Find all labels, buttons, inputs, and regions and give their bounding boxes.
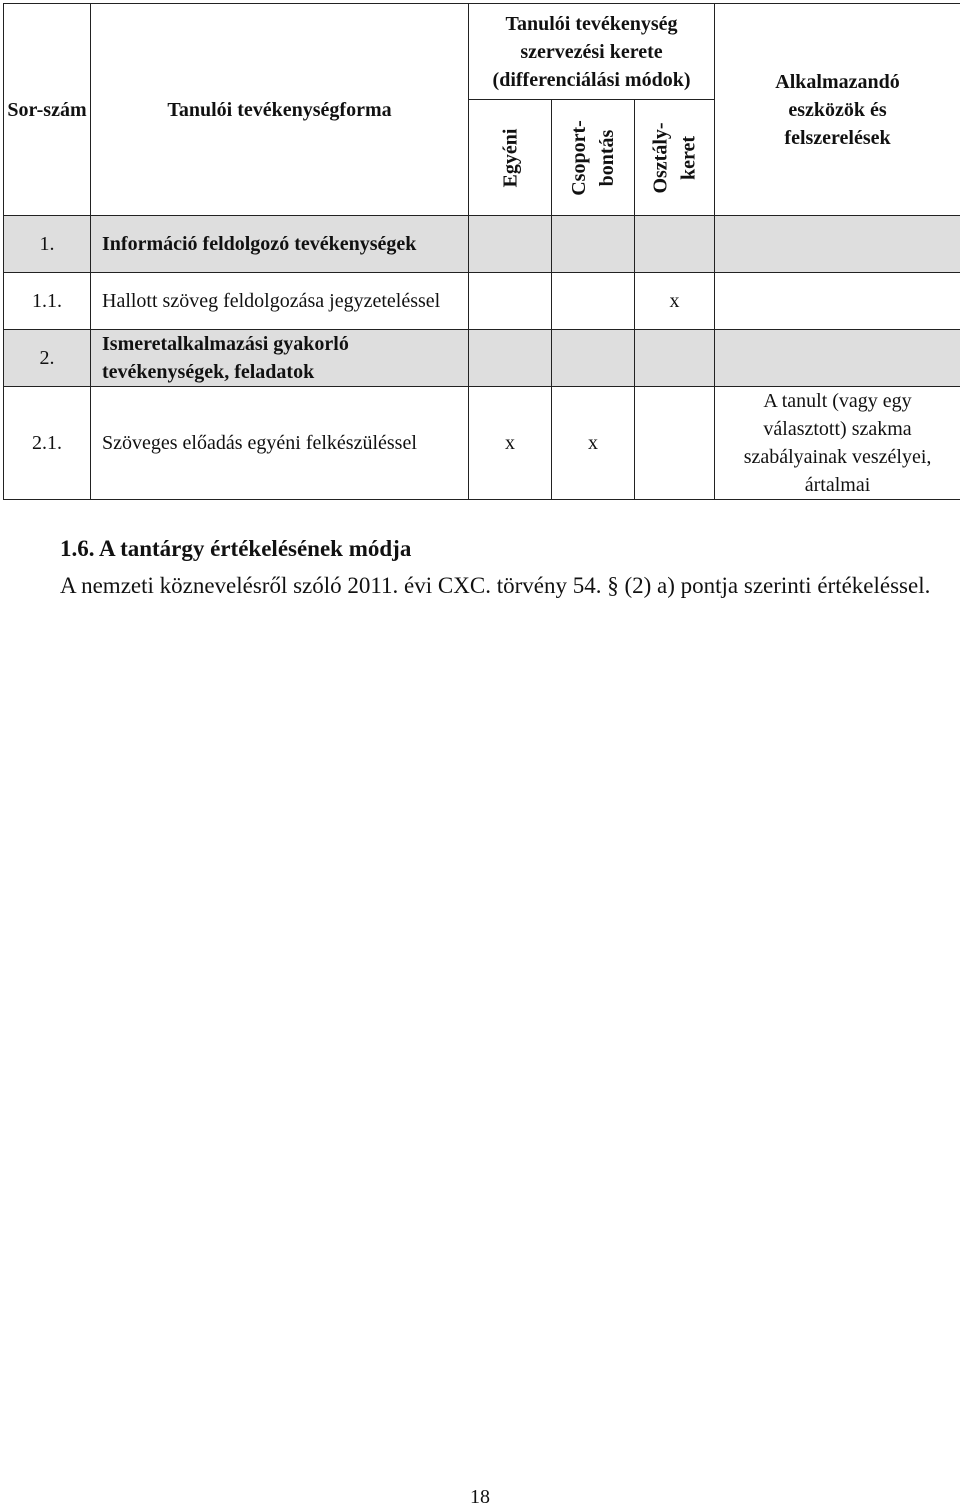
cell-csoport: [552, 273, 635, 330]
cell-osztaly: [635, 387, 715, 500]
cell-eszkoz: A tanult (vagy egy választott) szakma szabályainak veszélyei, ártalmai: [715, 387, 960, 500]
table-row: [4, 330, 960, 387]
header-tevekenysegforma: Tanulói tevékenységforma: [91, 4, 469, 216]
row-number: 2.1.: [4, 387, 91, 500]
row-label: Szöveges előadás egyéni felkészüléssel: [91, 387, 469, 500]
cell-osztaly: x: [635, 273, 715, 330]
header-csoportbontas: Csoport- bontás: [552, 100, 635, 216]
header-szervezesi-keret: Tanulói tevékenység szervezési kerete (differenciálási módok): [469, 4, 715, 100]
header-osztalykeret: Osztály- keret: [635, 100, 715, 216]
cell-csoport: [552, 330, 635, 387]
header-sorszam: Sor-szám: [4, 4, 91, 216]
row-number: 1.1.: [4, 273, 91, 330]
row-number: 2.: [4, 330, 91, 387]
cell-eszkoz: [715, 273, 960, 330]
page-number: 18: [0, 1484, 960, 1510]
cell-egyeni: [469, 273, 552, 330]
cell-egyeni: [469, 330, 552, 387]
cell-osztaly: [635, 330, 715, 387]
section-heading: 1.6. A tantárgy értékelésének módja: [60, 534, 411, 564]
row-label: Információ feldolgozó tevékenységek: [91, 216, 469, 273]
header-eszkozok: Alkalmazandó eszközök és felszerelések: [715, 4, 960, 216]
cell-osztaly: [635, 216, 715, 273]
cell-egyeni: [469, 216, 552, 273]
table-row: [4, 387, 960, 500]
cell-eszkoz: [715, 216, 960, 273]
section-paragraph: A nemzeti köznevelésről szóló 2011. évi CXC. törvény 54. § (2) a) pontja szerinti értékeléssel.: [60, 569, 960, 602]
cell-eszkoz: [715, 330, 960, 387]
cell-egyeni: x: [469, 387, 552, 500]
row-label: Hallott szöveg feldolgozása jegyzeteléssel: [91, 273, 469, 330]
table-row: [4, 273, 960, 330]
row-number: 1.: [4, 216, 91, 273]
table-row: [4, 216, 960, 273]
cell-csoport: [552, 216, 635, 273]
activity-table: [3, 3, 960, 500]
cell-csoport: x: [552, 387, 635, 500]
header-egyeni: Egyéni: [469, 100, 552, 216]
row-label: Ismeretalkalmazási gyakorló tevékenységek, feladatok: [91, 330, 469, 387]
